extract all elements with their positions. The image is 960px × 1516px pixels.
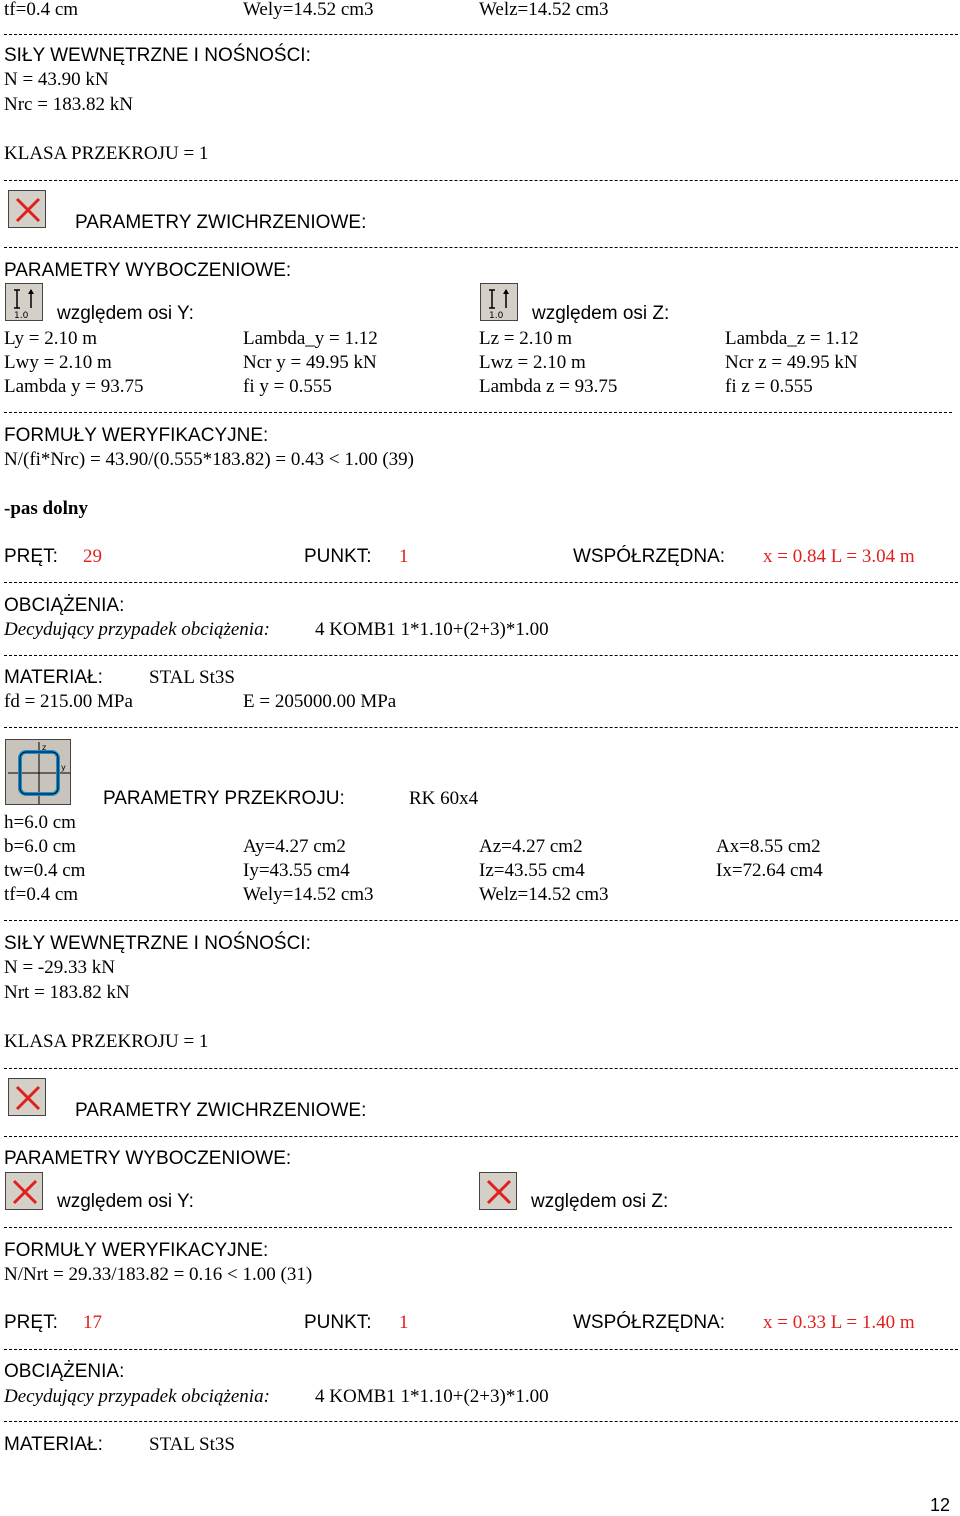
top-tf: tf=0.4 cm [4,0,79,20]
sec-ay: Ay=4.27 cm2 [243,836,346,857]
sec-iz: Iz=43.55 cm4 [479,860,585,881]
sec-tf: tf=0.4 cm [4,884,79,905]
sec-ix: Ix=72.64 cm4 [716,860,823,881]
formula: N/Nrt = 29.33/183.82 = 0.16 < 1.00 (31) [4,1264,313,1285]
coordinate-value: x = 0.84 L = 3.04 m [763,546,915,567]
red-x-icon [5,1172,43,1210]
group-title: -pas dolny [4,498,88,519]
force-n: N = 43.90 kN [4,69,109,90]
decisive-case-value: 4 KOMB1 1*1.10+(2+3)*1.00 [315,619,549,640]
section-class: KLASA PRZEKROJU = 1 [4,143,209,164]
coordinate-label: WSPÓŁRZĘDNA: [573,546,726,567]
decisive-case-label: Decydujący przypadek obciążenia: [4,619,270,640]
forces-heading: SIŁY WEWNĘTRZNE I NOŚNOŚCI: [4,45,311,66]
formula: N/(fi*Nrc) = 43.90/(0.555*183.82) = 0.43 < 1.00 (39) [4,449,414,470]
axis-z-label: względem osi Z: [531,1191,669,1212]
top-welz: Welz=14.52 cm3 [479,0,609,20]
buckling-length-icon [480,283,518,321]
coordinate-label: WSPÓŁRZĘDNA: [573,1312,726,1333]
section-heading: PARAMETRY PRZEKROJU: [103,788,345,809]
point-number: 1 [399,1312,409,1333]
section-class: KLASA PRZEKROJU = 1 [4,1031,209,1052]
decisive-case-value: 4 KOMB1 1*1.10+(2+3)*1.00 [315,1386,549,1407]
ncr-y: Ncr y = 49.95 kN [243,352,377,373]
fi-z: fi z = 0.555 [725,376,813,397]
buckling-length-icon [5,283,43,321]
ncr-z: Ncr z = 49.95 kN [725,352,858,373]
buckling-heading: PARAMETRY WYBOCZENIOWE: [4,260,292,281]
divider [4,920,958,921]
axis-z-label: względem osi Z: [532,303,670,324]
material-label: MATERIAŁ: [4,1434,103,1455]
axis-y-label: względem osi Y: [57,303,194,324]
formulas-heading: FORMUŁY WERYFIKACYJNE: [4,1240,269,1261]
young-modulus: E = 205000.00 MPa [243,691,397,712]
top-wely: Wely=14.52 cm3 [243,0,374,20]
axis-y-label: względem osi Y: [57,1191,194,1212]
member-label: PRĘT: [4,1312,58,1333]
fd: fd = 215.00 MPa [4,691,133,712]
sec-tw: tw=0.4 cm [4,860,86,881]
lambda-y: Lambda y = 93.75 [4,376,144,397]
point-label: PUNKT: [304,1312,372,1333]
lt-buckling-heading: PARAMETRY ZWICHRZENIOWE: [75,212,367,233]
divider [4,1068,958,1069]
sec-az: Az=4.27 cm2 [479,836,583,857]
decisive-case-label: Decydujący przypadek obciążenia: [4,1386,270,1407]
divider [4,247,958,248]
section-icon [5,739,71,805]
buckling-heading: PARAMETRY WYBOCZENIOWE: [4,1148,292,1169]
coordinate-value: x = 0.33 L = 1.40 m [763,1312,915,1333]
divider [4,1349,958,1350]
resistance-nrc: Nrc = 183.82 kN [4,94,133,115]
section-name: RK 60x4 [409,788,479,809]
divider [4,1421,958,1422]
sec-ax: Ax=8.55 cm2 [716,836,821,857]
material-value: STAL St3S [149,667,235,688]
lambda-z-rel: Lambda_z = 1.12 [725,328,859,349]
sec-welz: Welz=14.52 cm3 [479,884,609,905]
member-number: 17 [83,1312,102,1333]
page-number: 12 [929,1495,950,1515]
ly: Ly = 2.10 m [4,328,98,349]
svg-text:z: z [42,743,47,752]
divider [4,655,958,656]
red-x-icon [8,1078,46,1116]
sec-b: b=6.0 cm [4,836,76,857]
forces-heading: SIŁY WEWNĘTRZNE I NOŚNOŚCI: [4,933,311,954]
loads-heading: OBCIĄŻENIA: [4,595,125,616]
material-value: STAL St3S [149,1434,235,1455]
lt-buckling-heading: PARAMETRY ZWICHRZENIOWE: [75,1100,367,1121]
loads-heading: OBCIĄŻENIA: [4,1361,125,1382]
lz: Lz = 2.10 m [479,328,573,349]
red-x-icon [8,190,46,228]
divider [4,180,958,181]
svg-text:1.0: 1.0 [489,311,504,321]
member-number: 29 [83,546,102,567]
lambda-z: Lambda z = 93.75 [479,376,618,397]
red-x-icon [479,1172,517,1210]
point-number: 1 [399,546,409,567]
divider [4,412,952,413]
sec-h: h=6.0 cm [4,812,76,833]
lambda-y-rel: Lambda_y = 1.12 [243,328,378,349]
fi-y: fi y = 0.555 [243,376,332,397]
divider [4,1136,958,1137]
point-label: PUNKT: [304,546,372,567]
lwy: Lwy = 2.10 m [4,352,112,373]
member-label: PRĘT: [4,546,58,567]
force-n: N = -29.33 kN [4,957,115,978]
resistance-nrt: Nrt = 183.82 kN [4,982,130,1003]
material-label: MATERIAŁ: [4,667,103,688]
formulas-heading: FORMUŁY WERYFIKACYJNE: [4,425,269,446]
svg-text:y: y [61,763,66,772]
sec-wely: Wely=14.52 cm3 [243,884,374,905]
lwz: Lwz = 2.10 m [479,352,586,373]
divider [4,1227,952,1228]
sec-iy: Iy=43.55 cm4 [243,860,350,881]
divider [4,34,958,35]
svg-text:1.0: 1.0 [14,311,29,321]
divider [4,727,958,728]
divider [4,582,958,583]
